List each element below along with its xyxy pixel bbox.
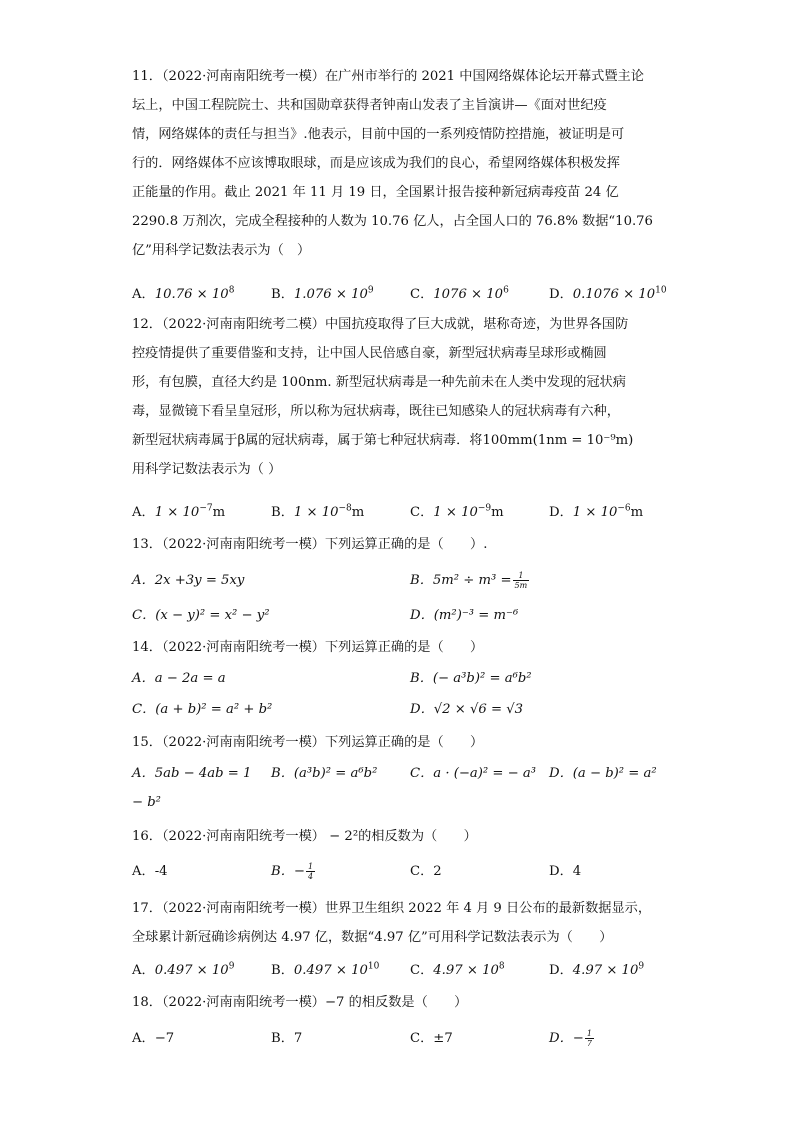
q11-line: 亿”用科学记数法表示为（ ） [132,243,311,258]
option-b: B．$1 \times 10^{-8}m$ [271,503,365,520]
q16-line: 16．（2022·河南南阳统考一模） − 2²的相反数为（ ） [132,829,477,844]
q14-line: 14．（2022·河南南阳统考一模）下列运算正确的是（ ） [132,640,484,655]
question-11-stem [132,62,662,265]
option-d: D．(a − b)² = a² [549,766,657,781]
question-15-options [132,763,692,785]
question-12-stem [132,310,662,484]
option-c: C．a · (−a)² = − a³ [410,766,537,781]
option-c: C．$1 \times 10^{-9}m$ [410,503,504,520]
q12-line: 12．（2022·河南南阳统考二模）中国抗疫取得了巨大成就，堪称奇迹，为世界各国防 [132,317,629,332]
option-b: B．(a³b)² = a⁶b² [271,766,378,781]
question-14-options-row1 [132,668,692,690]
question-15-stem [132,728,662,757]
option-a: A．$1 \times 10^{-7}m$ [132,503,226,520]
q11-line: 情，网络媒体的责任与担当》.他表示，目前中国的一系列疫情防控措施，被证明是可 [132,127,625,142]
q17-line: 全球累计新冠确诊病例达 4.97 亿，数据“4.97 亿”可用科学记数法表示为（ ） [132,930,613,945]
option-b: B．7 [271,1031,303,1046]
option-c: C．(a + b)² = a² + b² [132,702,273,717]
option-d: D．√2 × √6 = √3 [410,702,524,717]
option-d: D．$1 \times 10^{-6}m$ [549,503,644,520]
q12-line: 毒，显微镜下看呈皇冠形，所以称为冠状病毒，既往已知感染人的冠状病毒有六种， [132,404,620,419]
option-a: A．$0.497 \times 10^9$ [132,961,235,978]
question-15-option-d-continued [132,792,692,814]
option-a: A．a − 2a = a [132,671,226,686]
question-14-options-row2 [132,699,692,721]
q11-line: 正能量的作用。截止 2021 年 11 月 19 日，全国累计报告接种新冠病毒疫苗 24 亿 [132,185,619,200]
q12-line: 新型冠状病毒属于β属的冠状病毒，属于第七种冠状病毒．将100mm(1nm = 10⁻⁹m) [132,433,634,448]
q13-line: 13．（2022·河南南阳统考一模）下列运算正确的是（ ）. [132,537,488,552]
q11-line: 行的．网络媒体不应该博取眼球，而是应该成为我们的良心，希望网络媒体积极发挥 [132,156,620,171]
question-12-options [132,502,692,524]
option-c: C．±7 [410,1031,453,1046]
q11-line: 坛上，中国工程院院士、共和国勋章获得者钟南山发表了主旨演讲—《面对世纪疫 [132,98,607,113]
option-b: B．− $\frac{1}{4}$ [271,862,314,881]
option-a: A．2x +3y = 5xy [132,573,245,588]
question-14-stem [132,633,662,662]
q11-line: 11．（2022·河南南阳统考一模）在广州市举行的 2021 中国网络媒体论坛开幕式暨主论 [132,69,644,84]
q11-line: 2290.8 万剂次，完成全程接种的人数为 10.76 亿人，占全国人口的 76.8% 数据“10.76 [132,214,653,229]
option-b: B．$1.076 \times 10^9$ [271,285,374,302]
option-c: C．$4.97 \times 10^8$ [410,961,505,978]
option-d: D．4 [549,864,582,879]
option-d-continued: − b² [132,795,161,810]
q12-line: 控疫情提供了重要借鉴和支持，让中国人民倍感自豪，新型冠状病毒呈球形或椭圆 [132,346,607,361]
question-13-options-row1 [132,570,692,592]
option-a: A．5ab − 4ab = 1 [132,766,252,781]
question-13-stem [132,530,662,559]
question-18-options [132,1028,692,1050]
option-a: A．$10.76 \times 10^8$ [132,285,235,302]
q12-line: 形，有包膜，直径大约是 100nm. 新型冠状病毒是一种先前未在人类中发现的冠状病 [132,375,626,390]
option-d: D．$0.1076 \times 10^{10}$ [549,285,667,302]
option-b: B．$0.497 \times 10^{10}$ [271,961,380,978]
question-17-options [132,960,692,982]
option-b: B．(− a³b)² = a⁶b² [410,671,532,686]
option-c: C．2 [410,864,442,879]
fraction: $\frac{1}{5m}$ [514,571,528,590]
fraction: $\frac{1}{7}$ [586,1029,592,1048]
q18-line: 18．（2022·河南南阳统考一模）−7 的相反数是（ ） [132,995,468,1010]
question-16-stem [132,822,662,851]
option-a: A．−7 [132,1031,175,1046]
option-c: C．$1076 \times 10^6$ [410,285,509,302]
question-17-stem [132,894,662,952]
option-b: B．5m² ÷ m³ = $\frac{1}{5m}$ [410,571,528,590]
option-a: A．-4 [132,864,168,879]
option-d: D．− $\frac{1}{7}$ [549,1029,592,1048]
q17-line: 17．（2022·河南南阳统考一模）世界卫生组织 2022 年 4 月 9 日公布的最新数据显示， [132,901,652,916]
option-d: D．$4.97 \times 10^9$ [549,961,645,978]
option-c: C．(x − y)² = x² − y² [132,608,270,623]
question-13-options-row2 [132,605,692,627]
fraction: $\frac{1}{4}$ [307,862,314,881]
question-18-stem [132,988,662,1017]
q12-line: 用科学记数法表示为（ ） [132,462,282,477]
question-11-options [132,284,692,306]
q15-line: 15．（2022·河南南阳统考一模）下列运算正确的是（ ） [132,735,484,750]
option-d: D．(m²)⁻³ = m⁻⁶ [410,608,519,623]
question-16-options [132,861,692,883]
